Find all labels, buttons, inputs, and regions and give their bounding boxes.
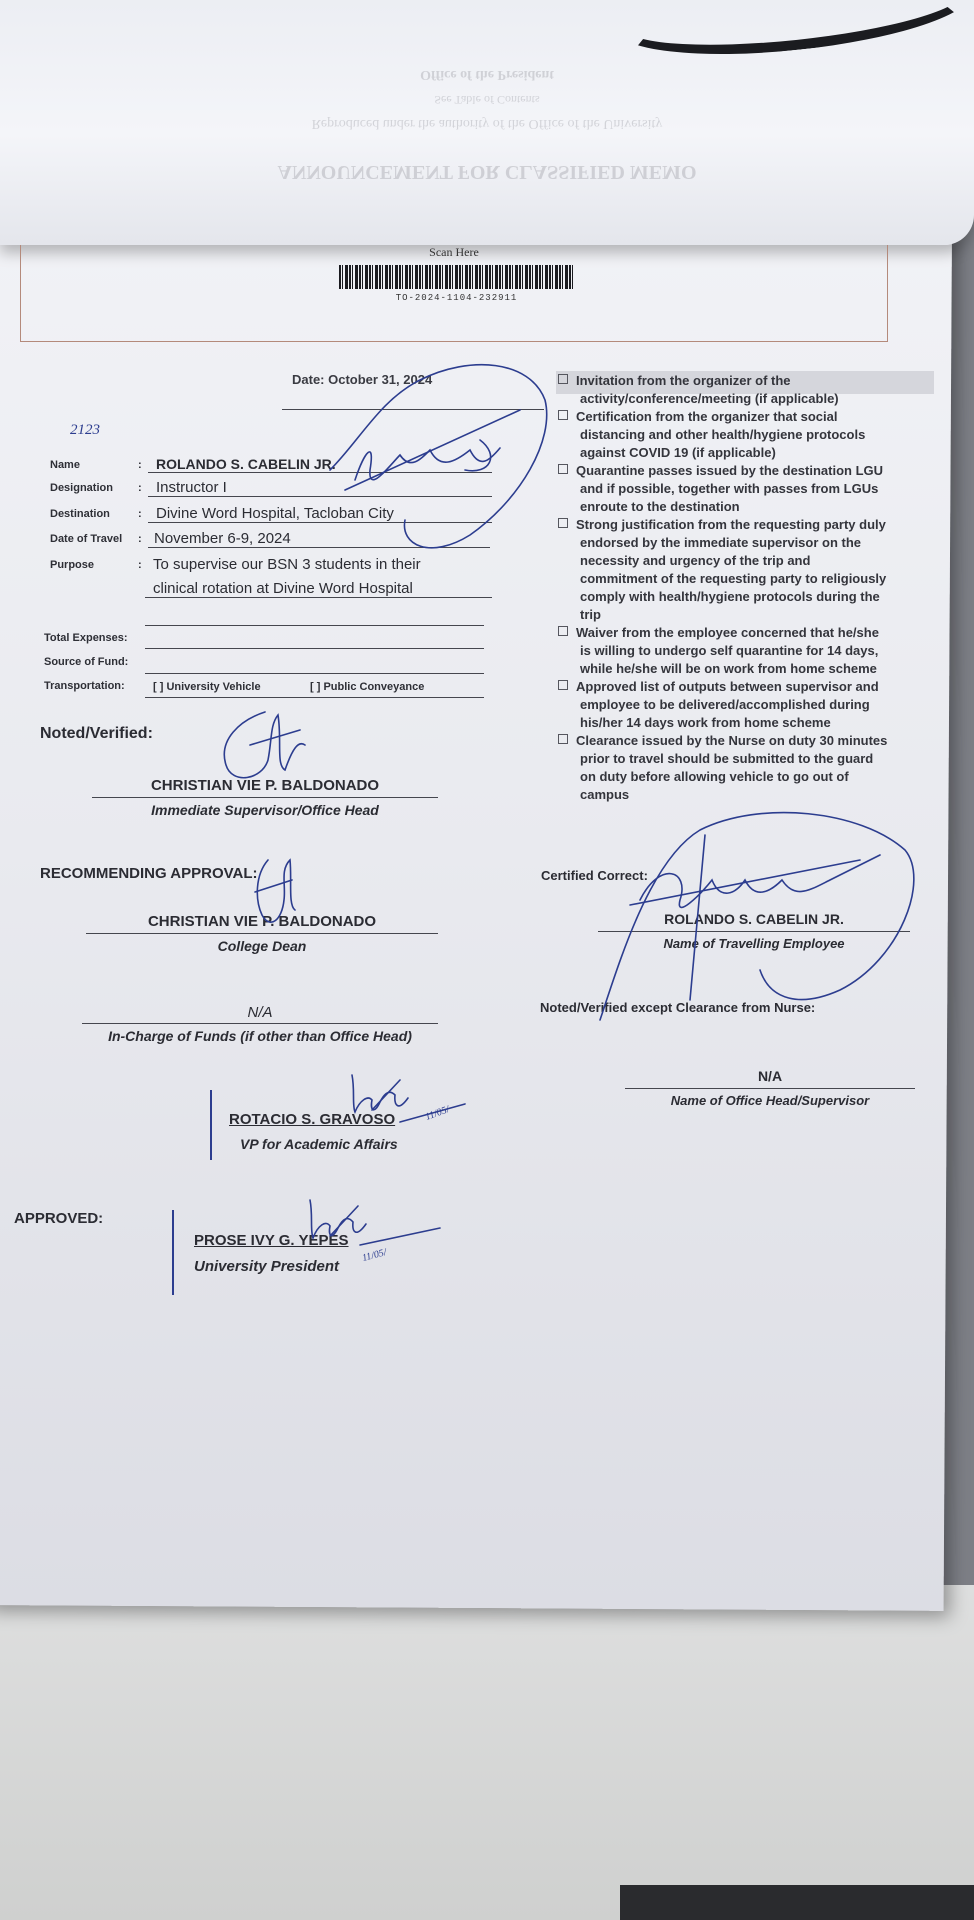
destination-colon: : xyxy=(138,508,142,520)
designation-colon: : xyxy=(138,482,142,494)
vpaa-role: VP for Academic Affairs xyxy=(240,1136,398,1152)
checklist-text: Clearance issued by the Nurse on duty 30 minutes xyxy=(576,733,888,748)
checklist-text: comply with health/hygiene protocols during the xyxy=(580,589,880,604)
name-colon: : xyxy=(138,459,142,471)
supervisor-role: Immediate Supervisor/Office Head xyxy=(151,802,379,818)
dean-role: College Dean xyxy=(217,938,307,954)
reversed-header-line: Reproduced under the authority of the Office of the University xyxy=(311,116,663,131)
designation-value: Instructor I xyxy=(148,479,492,497)
noted-except-label: Noted/Verified except Clearance from Nurse: xyxy=(540,1000,816,1015)
employee-role: Name of Travelling Employee xyxy=(663,936,845,951)
checklist-text: and if possible, together with passes from LGUs xyxy=(580,481,879,496)
date-of-travel-colon: : xyxy=(138,533,142,545)
destination-label: Destination xyxy=(50,508,110,520)
checklist-text: Invitation from the organizer of the xyxy=(576,373,791,388)
name-label: Name xyxy=(50,459,80,471)
certified-correct-label: Certified Correct: xyxy=(541,868,648,883)
checklist-text: while he/she will be on work from home scheme xyxy=(580,661,877,676)
vpaa-name: ROTACIO S. GRAVOSO xyxy=(229,1111,396,1128)
office-head-value: N/A xyxy=(757,1068,783,1084)
vpaa-handwritten-date: 11/05/ xyxy=(423,1104,451,1123)
checklist-text: endorsed by the immediate supervisor on the xyxy=(580,535,862,550)
source-of-fund-label: Source of Fund: xyxy=(44,656,129,668)
transportation-label: Transportation: xyxy=(44,680,125,692)
checklist-text: commitment of the requesting party to religiously xyxy=(580,571,887,586)
barcode-number: TO-2024-1104-232911 xyxy=(395,293,518,303)
checklist-text: trip xyxy=(580,607,601,622)
checklist-text: is willing to undergo self quarantine for 14 days, xyxy=(580,643,879,658)
date-of-travel-label: Date of Travel xyxy=(50,533,123,545)
date-field: Date: October 31, 2024 xyxy=(292,372,433,387)
checklist-text: on duty before allowing vehicle to go out of xyxy=(580,769,849,784)
funds-value: N/A xyxy=(247,1004,273,1021)
designation-label: Designation xyxy=(50,482,113,494)
checklist-text: Quarantine passes issued by the destination LGU xyxy=(576,463,884,478)
total-expenses-label: Total Expenses: xyxy=(44,632,128,644)
checklist-text: enroute to the destination xyxy=(580,499,740,514)
noted-verified-heading: Noted/Verified: xyxy=(40,725,153,742)
president-name: PROSE IVY G. YEPES xyxy=(194,1232,349,1249)
transport-option-university: [ ] University Vehicle xyxy=(153,681,261,693)
checklist-text: prior to travel should be submitted to the guard xyxy=(580,751,874,766)
checklist-text: Certification from the organizer that social xyxy=(576,409,838,424)
purpose-colon: : xyxy=(138,559,142,571)
checklist-text: activity/conference/meeting (if applicable) xyxy=(580,391,839,406)
checklist-text: his/her 14 days work from home scheme xyxy=(580,715,831,730)
supervisor-name: CHRISTIAN VIE P. BALDONADO xyxy=(150,777,380,794)
checklist-text: Strong justification from the requesting party duly xyxy=(576,517,886,532)
dean-name: CHRISTIAN VIE P. BALDONADO xyxy=(147,913,377,930)
checklist-text: campus xyxy=(580,787,630,802)
destination-value: Divine Word Hospital, Tacloban City xyxy=(148,505,492,523)
checklist-text: against COVID 19 (if applicable) xyxy=(580,445,776,460)
purpose-line-2: clinical rotation at Divine Word Hospital xyxy=(145,580,492,598)
president-handwritten-date: 11/05/ xyxy=(360,1246,388,1265)
checklist-text: distancing and other health/hygiene protocols xyxy=(580,427,866,442)
office-head-role: Name of Office Head/Supervisor xyxy=(670,1093,870,1108)
employee-name: ROLANDO S. CABELIN JR. xyxy=(664,911,844,927)
recommending-approval-heading: RECOMMENDING APPROVAL: xyxy=(40,865,258,882)
name-value: ROLANDO S. CABELIN JR. xyxy=(148,456,492,473)
funds-role: In-Charge of Funds (if other than Office Head) xyxy=(108,1028,412,1044)
approved-heading: APPROVED: xyxy=(14,1210,104,1227)
reversed-header-line: Office of the President xyxy=(420,67,554,82)
date-of-travel-value: November 6-9, 2024 xyxy=(148,530,490,548)
checklist-text: employee to be delivered/accomplished during xyxy=(580,697,870,712)
scan-here-label: Scan Here xyxy=(429,245,479,259)
purpose-line-1: To supervise our BSN 3 students in their xyxy=(153,556,421,573)
reversed-header-line: ANNOUNCEMENT FOR CLASSIFIED MEMO xyxy=(277,161,697,183)
president-role: University President xyxy=(194,1258,340,1275)
handwritten-number: 2123 xyxy=(70,422,100,438)
checklist-text: Approved list of outputs between supervisor and xyxy=(576,679,879,694)
checklist-text: Waiver from the employee concerned that he/she xyxy=(576,625,879,640)
reversed-header-line: See Table of Contents xyxy=(434,93,540,107)
purpose-label: Purpose xyxy=(50,559,95,571)
checklist-text: necessity and urgency of the trip and xyxy=(580,553,811,568)
transport-option-public: [ ] Public Conveyance xyxy=(310,681,425,693)
